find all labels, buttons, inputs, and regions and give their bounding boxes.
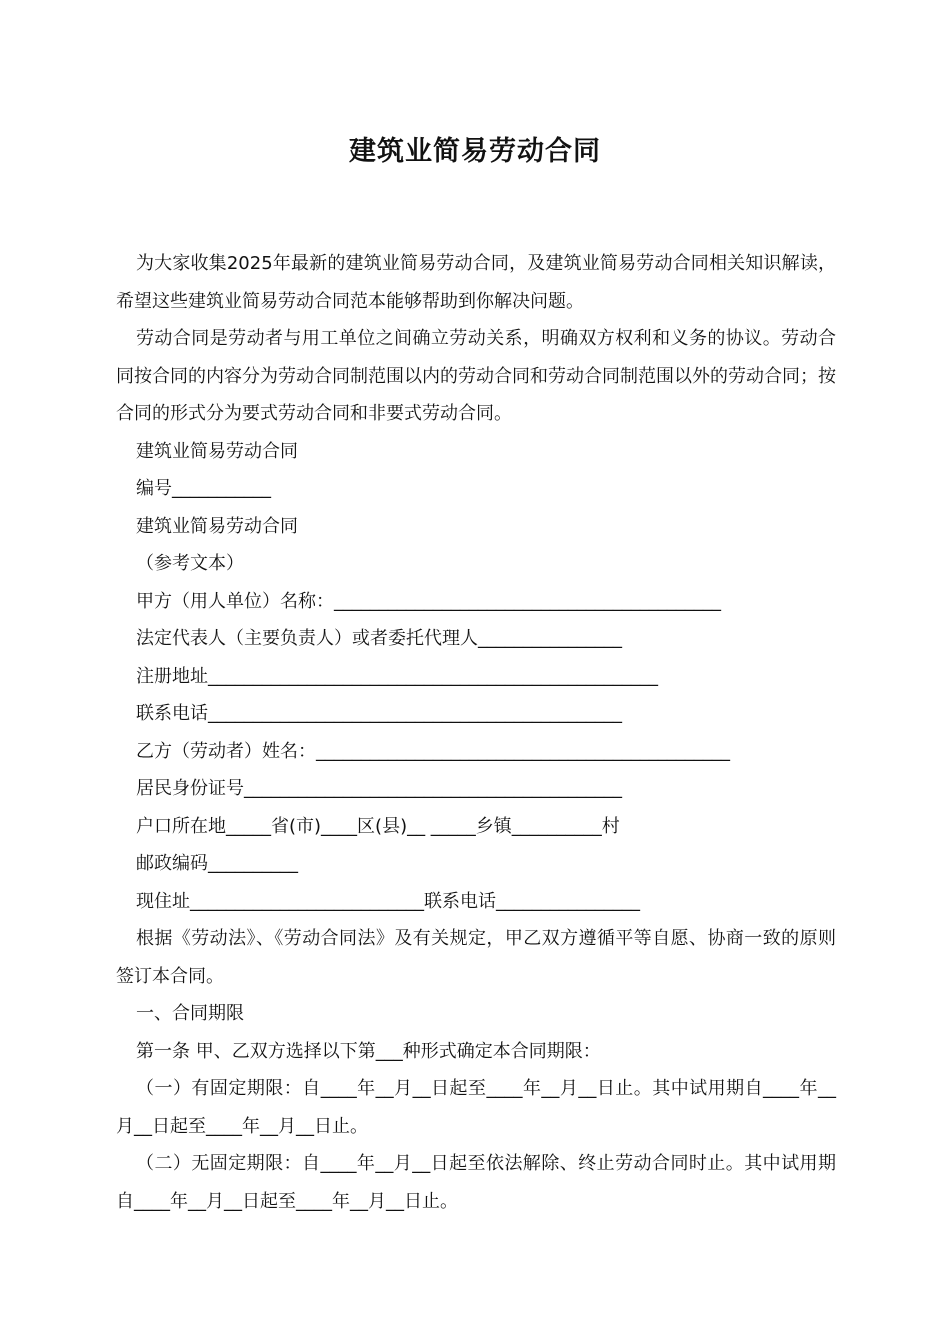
contract-heading: 建筑业简易劳动合同 (136, 440, 298, 462)
employer-name-field: 甲方（用人单位）名称：___________________________________________ (136, 590, 721, 612)
current-address-field: 现住址__________________________联系电话________________ (136, 890, 640, 912)
section-heading-term: 一、合同期限 (136, 1003, 244, 1024)
definition-paragraph: 劳动合同是劳动者与用工单位之间确立劳动关系，明确双方权利和义务的协议。劳动合同按合同的内容分为劳动合同制范围以内的劳动合同和劳动合同制范围以外的劳动合同；按合同的形式分为要式劳动合同和非要式劳动合同。 (116, 328, 836, 424)
legal-representative-field: 法定代表人（主要负责人）或者委托代理人________________ (136, 628, 622, 649)
household-registration-field: 户口所在地_____省(市)____区(县)__ _____乡镇__________村 (136, 815, 620, 837)
open-term-clause: （二）无固定期限：自____年__月__日起至依法解除、终止劳动合同时止。其中试用期自____年__月__日起至____年__月__日止。 (116, 1153, 836, 1212)
contract-subheading: 建筑业简易劳动合同 (136, 515, 298, 537)
fixed-term-clause: （一）有固定期限：自____年__月__日起至____年__月__日止。其中试用期自____年__月__日起至____年__月__日止。 (116, 1078, 836, 1137)
employee-name-field: 乙方（劳动者）姓名：______________________________________________ (136, 740, 730, 762)
legal-basis-paragraph: 根据《劳动法》、《劳动合同法》及有关规定，甲乙双方遵循平等自愿、协商一致的原则签订本合同。 (116, 928, 836, 987)
intro-paragraph: 为大家收集2025年最新的建筑业简易劳动合同，及建筑业简易劳动合同相关知识解读，希望这些建筑业简易劳动合同范本能够帮助到你解决问题。 (116, 253, 836, 312)
document-title: 建筑业简易劳动合同 (349, 136, 601, 167)
postal-code-field: 邮政编码__________ (136, 853, 298, 874)
registered-address-field: 注册地址__________________________________________________ (136, 665, 658, 687)
document-body (116, 245, 836, 1220)
id-number-field: 居民身份证号__________________________________________ (136, 778, 622, 799)
contract-number-field: 编号___________ (136, 478, 271, 499)
reference-text-note: （参考文本） (136, 553, 244, 574)
employer-phone-field: 联系电话______________________________________________ (136, 703, 622, 724)
article-one: 第一条 甲、乙双方选择以下第___种形式确定本合同期限： (136, 1040, 601, 1062)
